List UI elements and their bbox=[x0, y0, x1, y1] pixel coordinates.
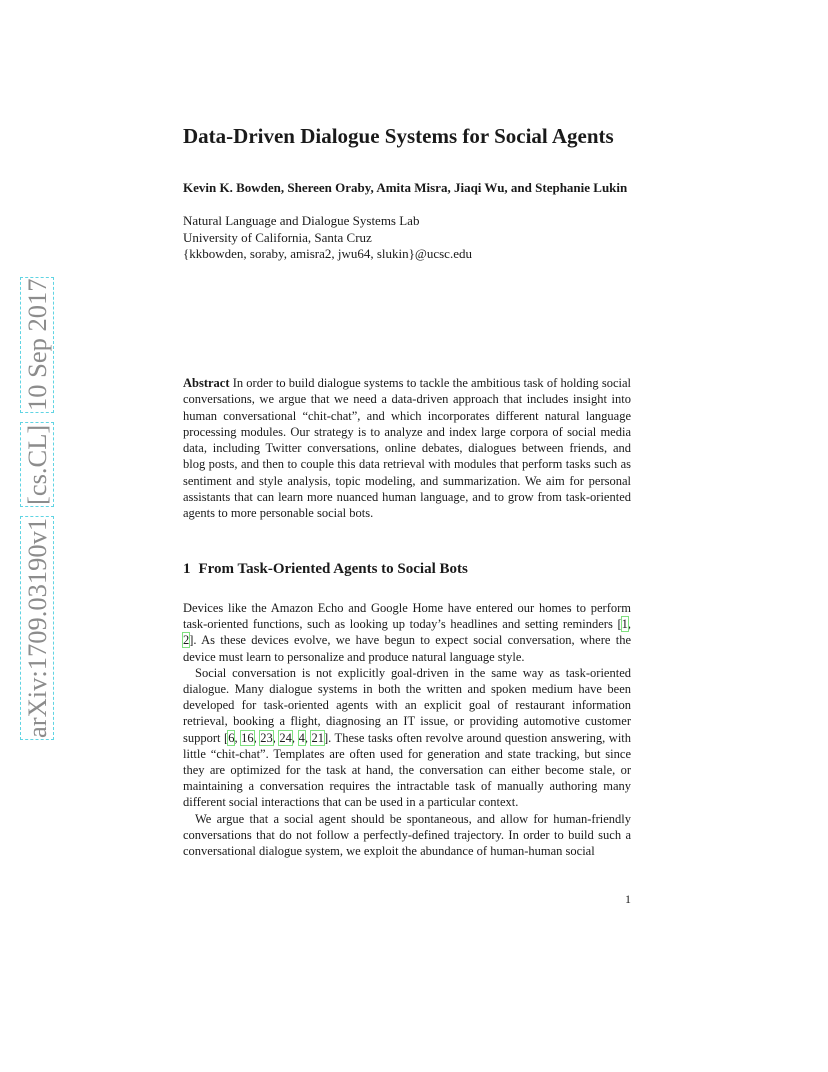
citation-link[interactable]: 6 bbox=[228, 730, 235, 745]
citation-link[interactable]: 24 bbox=[279, 730, 292, 745]
paragraph-text: Social conversation is not explicitly goal-driven in the same way as task-oriented dialogue. Many dialogue systems in both the written and spoken medium have been developed for task-oriented agents with an explicit goal of restaurant information retrieval, booking a flight, diagnosing an IT issue, or providing automotive customer support [ bbox=[183, 665, 631, 745]
citation-separator: , bbox=[234, 730, 242, 745]
affiliation-university: University of California, Santa Cruz bbox=[183, 229, 372, 245]
affiliation-block bbox=[183, 213, 631, 263]
citation-link[interactable]: 21 bbox=[311, 730, 324, 745]
page-number: 1 bbox=[625, 892, 631, 906]
author-list: Kevin K. Bowden, Shereen Oraby, Amita Misra, Jiaqi Wu, and Stephanie Lukin bbox=[183, 180, 628, 195]
citation-link[interactable]: 1 bbox=[621, 617, 628, 632]
paragraph-text: ]. As these devices evolve, we have begun to expect social conversation, where the device must learn to personalize and produce natural language style. bbox=[183, 633, 631, 664]
paragraph-text: ]. These tasks often revolve around question answering, with little “chit-chat”. Templates are often used for generation and state tracking, but since they are optimized for the task at hand, the conversation can either become stale, or maintaining a conversation requires the intractable task of manually authoring many different social interactions that can be used in a particular context. bbox=[183, 730, 632, 810]
paper-title: Data-Driven Dialogue Systems for Social Agents bbox=[183, 124, 614, 148]
arxiv-id[interactable]: arXiv:1709.03190v1 bbox=[22, 517, 52, 738]
section-heading bbox=[183, 561, 631, 578]
arxiv-identifier-stamp bbox=[22, 258, 52, 738]
citation-link[interactable]: 4 bbox=[298, 730, 305, 745]
citation-link[interactable]: 23 bbox=[260, 730, 273, 745]
paragraph-text: Devices like the Amazon Echo and Google Home have entered our homes to perform task-oriented functions, such as looking up today’s headlines and setting reminders [ bbox=[183, 601, 631, 632]
citation-link[interactable]: 2 bbox=[183, 633, 190, 648]
section-body bbox=[183, 600, 631, 859]
affiliation-lab: Natural Language and Dialogue Systems Lab bbox=[183, 213, 420, 228]
paragraph-3: We argue that a social agent should be spontaneous, and allow for human-friendly conversations that do not follow a perfectly-defined trajectory. In order to build such a conversational dialogue system, we exploit the abundance of human-human social bbox=[183, 811, 631, 859]
affiliation-emails: {kkbowden, soraby, amisra2, jwu64, slukin}@ucsc.edu bbox=[183, 246, 472, 261]
citation-separator: , bbox=[291, 730, 299, 745]
abstract bbox=[183, 375, 631, 522]
arxiv-date: 10 Sep 2017 bbox=[22, 278, 52, 412]
section-title: From Task-Oriented Agents to Social Bots bbox=[198, 561, 468, 577]
abstract-label: Abstract bbox=[183, 376, 230, 390]
section-number: 1 bbox=[183, 561, 191, 577]
citation-link[interactable]: 16 bbox=[241, 730, 254, 745]
arxiv-category[interactable]: [cs.CL] bbox=[22, 424, 52, 505]
paragraph-1 bbox=[183, 600, 631, 665]
citation-separator: , bbox=[627, 617, 631, 632]
citation-separator: , bbox=[304, 730, 312, 745]
abstract-text: In order to build dialogue systems to tackle the ambitious task of holding social conversations, we argue that we need a data-driven approach that includes insight into human conversational “chit-chat”, and which incorporates different natural language processing modules. Our strategy is to analyze and index large corpora of social media data, including Twitter conversations, online debates, dialogues between friends, and blog posts, and then to couple this data retrieval with modules that perform tasks such as sentiment and style analysis, topic modeling, and summarization. We aim for personal assistants that can learn more nuanced human language, and to grow from task-oriented agents to more personable social bots. bbox=[183, 376, 631, 521]
paragraph-2 bbox=[183, 665, 631, 811]
citation-separator: , bbox=[253, 730, 261, 745]
citation-separator: , bbox=[272, 730, 280, 745]
